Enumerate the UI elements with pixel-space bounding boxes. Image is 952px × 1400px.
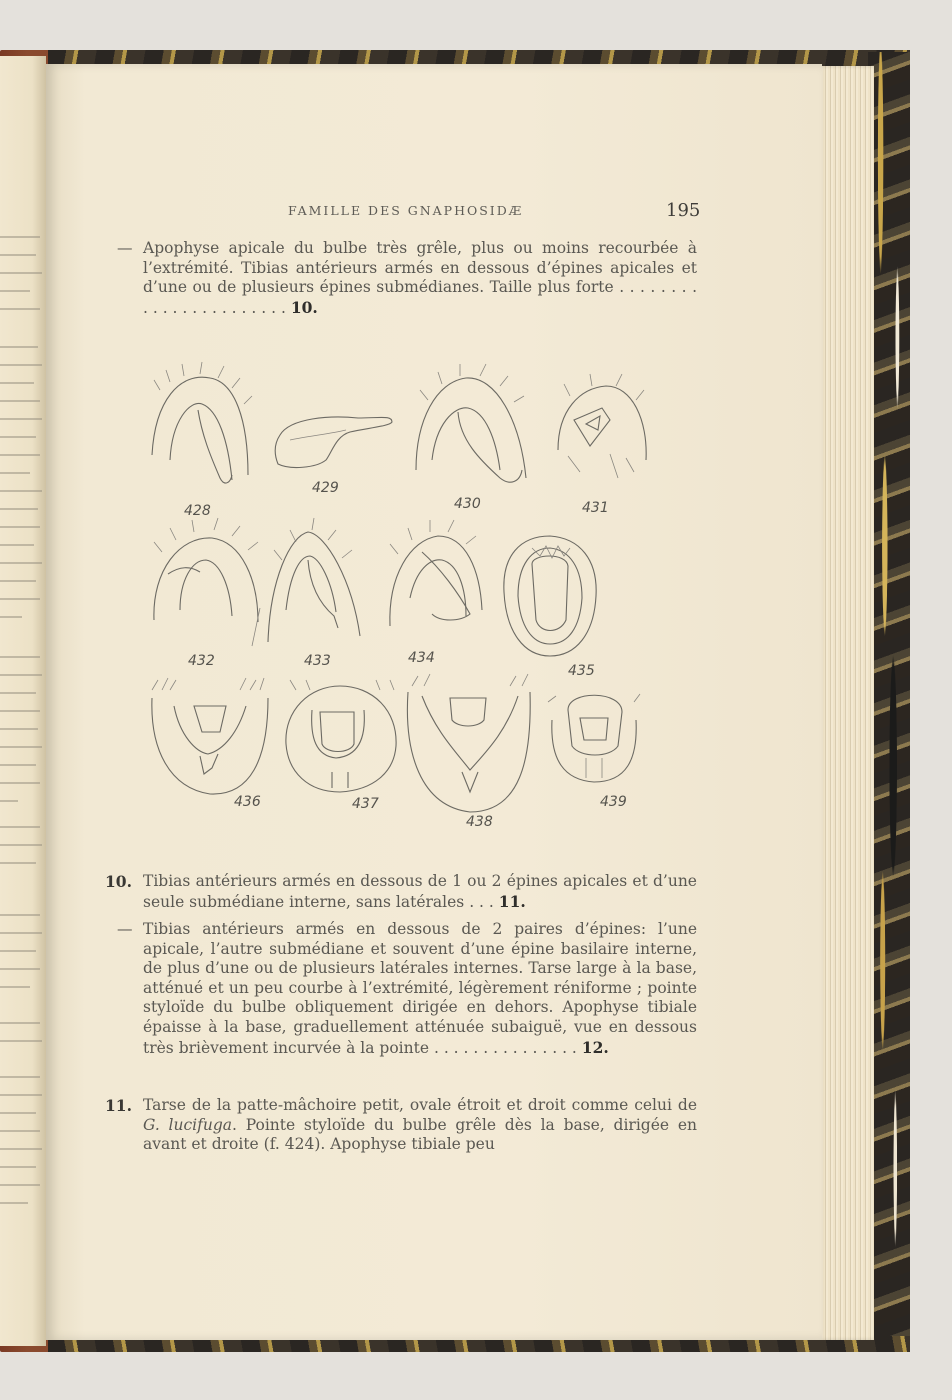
entry-number: 10. <box>105 872 132 891</box>
leader-dots: . . . <box>469 892 494 911</box>
figure-label: 435 <box>568 663 595 679</box>
figure-label: 432 <box>188 653 215 669</box>
leader-dots: . . . . . . . . . . . . . . . <box>433 1038 577 1057</box>
entry-text: Tarse de la patte-mâchoire petit, ovale étroit et droit comme celui de <box>143 1096 697 1114</box>
entry-reference: 11. <box>498 891 526 911</box>
figure-434 <box>390 520 482 666</box>
figure-label: 428 <box>184 503 211 519</box>
figure-439 <box>548 694 640 810</box>
figure-437 <box>286 680 396 812</box>
figure-433 <box>268 518 360 669</box>
leader-dots: . . . . . . . . . . . . . . . . . . . . . . . <box>143 278 697 317</box>
facing-page-left <box>0 56 46 1346</box>
figure-label: 439 <box>600 794 627 810</box>
entry-number: 11. <box>105 1096 132 1115</box>
key-entry-11 <box>105 1096 697 1155</box>
figure-430 <box>416 364 526 512</box>
key-entry-10 <box>105 872 697 912</box>
running-header: FAMILLE DES GNAPHOSIDÆ <box>288 203 524 218</box>
figure-label: 433 <box>304 653 331 669</box>
entry-text-continued: . Pointe styloïde du bulbe grêle dès la base, dirigée en avant et droite (f. 424). Apophyse tibiale peu <box>143 1115 697 1154</box>
entry-text: Apophyse apicale du bulbe très grêle, plus ou moins recourbée à l’extrémité. Tibias antérieurs armés en dessous d’épines apicales et d’une ou de plusieurs épines submédianes. Taille plus forte <box>143 239 697 297</box>
figure-438 <box>407 674 530 830</box>
entry-reference: 10. <box>290 297 318 317</box>
figure-436 <box>152 678 268 810</box>
entry-text: Tibias antérieurs armés en dessous de 1 ou 2 épines apicales et d’une seule submédiane interne, sans latérales <box>143 872 697 911</box>
figure-label: 430 <box>454 496 481 512</box>
key-entry-tibias-2-paires <box>105 920 697 1058</box>
figure-435 <box>504 536 596 679</box>
figure-label: 434 <box>408 650 435 666</box>
figure-432 <box>154 518 260 669</box>
entry-text: Tibias antérieurs armés en dessous de 2 paires d’épines: l’une apicale, l’autre submédiane et souvent d’une épine basilaire interne, de plus d’une ou de plusieurs latérales internes. Tarse large à la base, atténué et un peu courbe à l’extrémité, légèrement réniforme ; pointe styloïde du bulbe obliquement dirigée en dehors. Apophyse tibiale épaisse à la base, graduellement atténuée subaiguë, vue en dessous très brièvement incurvée à la pointe <box>143 920 697 1057</box>
figure-label: 438 <box>466 814 493 830</box>
page-stack-edges <box>818 66 874 1340</box>
entry-dash: — <box>117 239 133 257</box>
figure-431 <box>558 374 646 516</box>
figure-label: 437 <box>352 796 379 812</box>
figure-label: 436 <box>234 794 261 810</box>
page-number: 195 <box>666 200 701 221</box>
figure-label: 429 <box>312 480 339 496</box>
entry-reference: 12. <box>581 1037 609 1057</box>
entry-dash: — <box>117 920 133 938</box>
marbled-edge-right <box>868 52 910 1350</box>
key-entry-apophyse <box>105 239 697 318</box>
figure-label: 431 <box>582 500 609 516</box>
figure-428 <box>152 362 252 519</box>
species-name: G. lucifuga <box>143 1115 232 1134</box>
figure-plate <box>140 360 670 840</box>
figure-429 <box>275 417 392 496</box>
